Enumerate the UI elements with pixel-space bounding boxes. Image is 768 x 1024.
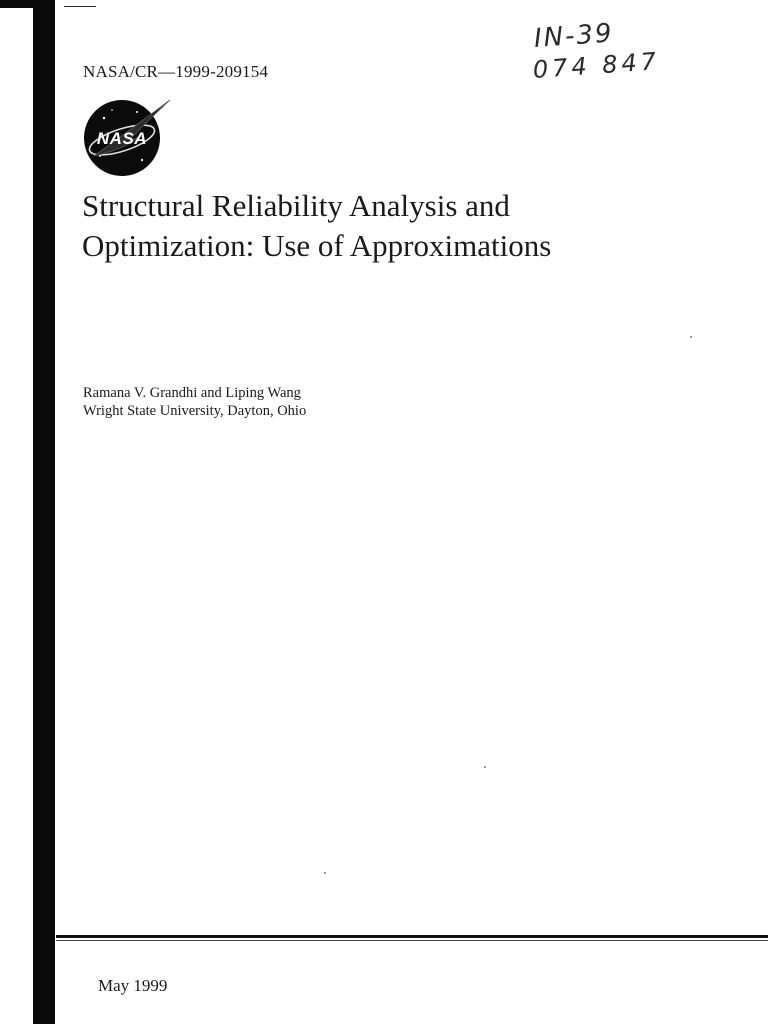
title-line-2: Optimization: Use of Approximations: [82, 228, 552, 263]
author-block: [83, 384, 306, 420]
report-number: NASA/CR—1999-209154: [83, 62, 269, 81]
handwritten-category-note: IN-39: [533, 18, 615, 54]
footer-rule-thin: [56, 940, 768, 941]
handwritten-accession-note: 074 847: [532, 47, 661, 84]
document-title: [82, 186, 722, 266]
nasa-logo-icon: [82, 98, 174, 180]
footer-rule: [56, 935, 768, 942]
footer-rule-thick: [56, 935, 768, 938]
publication-date: May 1999: [98, 976, 168, 995]
scan-binding-edge: [0, 0, 56, 1024]
binding-bar: [33, 0, 55, 1024]
top-edge-rule: [64, 6, 96, 7]
svg-text:NASA: NASA: [96, 129, 148, 148]
author-affiliation: Wright State University, Dayton, Ohio: [83, 403, 307, 419]
title-line-1: Structural Reliability Analysis and: [82, 188, 510, 223]
author-names: Ramana V. Grandhi and Liping Wang: [83, 385, 301, 401]
